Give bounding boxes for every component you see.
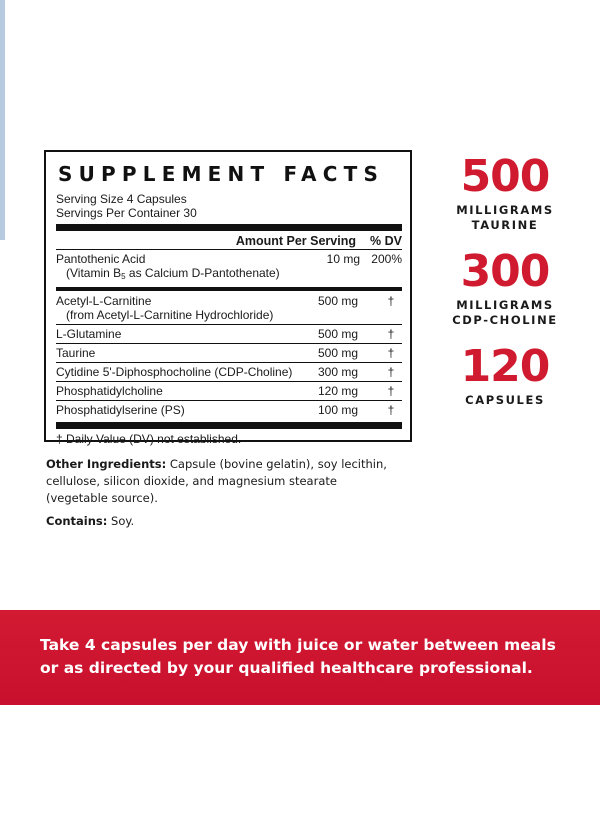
- ingredient-source: (Vitamin B5 as Calcium D-Pantothenate): [66, 266, 280, 281]
- ingredient-amount: 500 mg: [318, 327, 359, 341]
- stat-cdp-choline: [430, 246, 580, 328]
- facts-row: [56, 326, 402, 342]
- ingredient-amount: 500 mg: [318, 346, 359, 360]
- directions-banner: [0, 610, 600, 705]
- ingredient-dv: †: [387, 403, 395, 417]
- ingredient-name: Cytidine 5'-Diphosphocholine (CDP-Choline): [56, 365, 293, 379]
- stat-value: 500: [460, 151, 550, 202]
- ingredient-amount: 120 mg: [318, 384, 359, 398]
- ingredient-amount: 300 mg: [318, 365, 359, 379]
- ingredient-name: Pantothenic Acid: [56, 252, 146, 266]
- ingredient-dv: †: [387, 294, 395, 308]
- other-ingredients: Other Ingredients: Capsule (bovine gelatin), soy lecithin, cellulose, silicon dioxide, and magnesium stearate (vegetable source).: [46, 457, 387, 505]
- ingredient-name: L-Glutamine: [56, 327, 122, 341]
- ingredient-source: (from Acetyl-L-Carnitine Hydrochloride): [66, 308, 274, 322]
- dv-footnote: † Daily Value (DV) not established.: [56, 432, 242, 446]
- divider: [56, 381, 402, 382]
- ingredient-name: Acetyl-L-Carnitine: [56, 294, 152, 308]
- ingredient-name: Phosphatidylcholine: [56, 384, 163, 398]
- ingredient-dv: †: [387, 384, 395, 398]
- header-dv: % DV: [370, 234, 402, 248]
- contains-allergens: Contains: Soy.: [46, 514, 135, 528]
- ingredient-dv: †: [387, 365, 395, 379]
- facts-header-row: [56, 234, 402, 248]
- facts-row-acetyl: [56, 293, 402, 323]
- divider: [56, 249, 402, 250]
- left-edge-bar: [0, 0, 5, 240]
- ingredient-amount: 500 mg: [318, 294, 359, 308]
- facts-row: [56, 402, 402, 418]
- directions-text-line2: or as directed by your qualified healthcare professional.: [40, 659, 533, 677]
- facts-row-pantothenic: [56, 251, 402, 285]
- stat-label: MILLIGRAMS CDP-CHOLINE: [452, 298, 558, 327]
- facts-row: [56, 364, 402, 380]
- divider: [56, 343, 402, 344]
- divider: [56, 400, 402, 401]
- ingredient-amount: 100 mg: [318, 403, 359, 417]
- stat-label: CAPSULES: [465, 393, 545, 407]
- supplement-facts-panel: [44, 150, 412, 446]
- divider-mid: [56, 287, 402, 291]
- serving-size: Serving Size 4 Capsules: [56, 192, 187, 206]
- ingredient-name: Phosphatidylserine (PS): [56, 403, 185, 417]
- directions-text-line1: Take 4 capsules per day with juice or water between meals: [40, 636, 556, 654]
- ingredient-amount: 10 mg: [326, 252, 360, 266]
- stat-label: MILLIGRAMS TAURINE: [456, 203, 554, 232]
- divider: [56, 324, 402, 325]
- divider-thick: [56, 224, 402, 231]
- divider: [56, 362, 402, 363]
- header-amount: Amount Per Serving: [235, 234, 356, 248]
- ingredient-dv: †: [387, 327, 395, 341]
- divider-thick: [56, 422, 402, 429]
- stat-value: 300: [460, 246, 550, 297]
- ingredient-name: Taurine: [56, 346, 96, 360]
- facts-row: [56, 345, 402, 361]
- stat-value: 120: [460, 341, 550, 392]
- stat-capsules: [430, 341, 580, 408]
- ingredient-dv: †: [387, 346, 395, 360]
- facts-title: SUPPLEMENT FACTS: [58, 162, 385, 186]
- ingredients-section: [46, 456, 396, 530]
- servings-per-container: Servings Per Container 30: [56, 206, 197, 220]
- ingredient-dv: 200%: [371, 252, 402, 266]
- stat-taurine: [430, 151, 580, 233]
- facts-row: [56, 383, 402, 399]
